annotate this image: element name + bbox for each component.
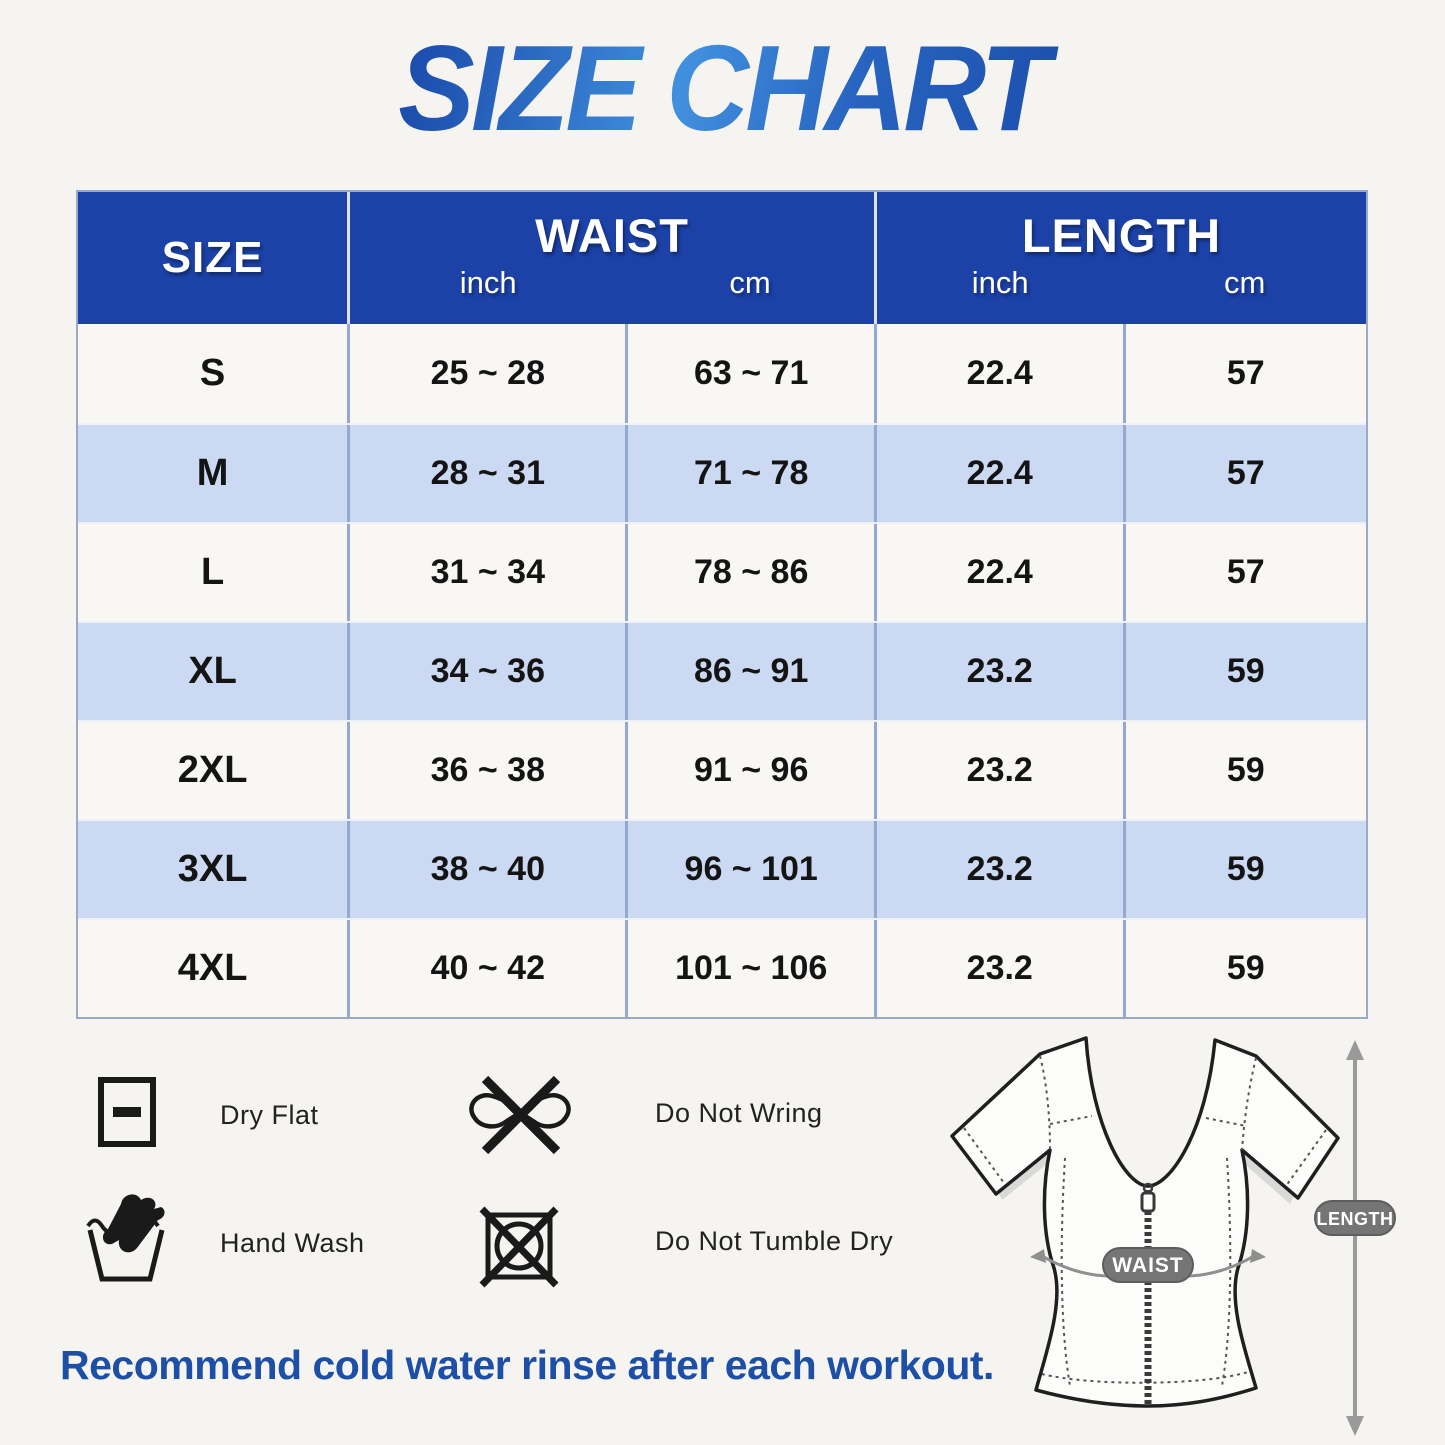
cell-length-cm: 57 xyxy=(1123,524,1366,621)
cell-length-cm: 59 xyxy=(1123,722,1366,819)
cell-size: S xyxy=(199,352,226,394)
waist-pill xyxy=(1103,1248,1193,1282)
cell-size: L xyxy=(200,551,225,593)
cell-waist-inch: 31 ~ 34 xyxy=(347,524,625,621)
table-row-2xl xyxy=(78,720,1366,819)
header-length-label: LENGTH xyxy=(1021,209,1222,262)
length-pill-label: LENGTH xyxy=(1316,1209,1394,1229)
header-length-inch: inch xyxy=(971,265,1029,300)
cell-length-inch: 23.2 xyxy=(874,623,1123,720)
header-length-group xyxy=(874,192,1366,324)
table-row-l xyxy=(78,522,1366,621)
cell-waist-cm: 96 ~ 101 xyxy=(625,821,874,918)
cell-length-cm: 59 xyxy=(1123,623,1366,720)
cell-waist-inch: 34 ~ 36 xyxy=(347,623,625,720)
care-label-do-not-wring: Do Not Wring xyxy=(655,1098,823,1128)
cell-waist-cm: 86 ~ 91 xyxy=(625,623,874,720)
length-arrow xyxy=(1346,1040,1364,1436)
hand-wash-icon xyxy=(85,1190,167,1284)
cell-waist-inch: 25 ~ 28 xyxy=(347,324,625,423)
cell-size: 4XL xyxy=(177,947,248,989)
cell-waist-cm: 101 ~ 106 xyxy=(625,920,874,1017)
cell-length-inch: 22.4 xyxy=(874,524,1123,621)
dry-flat-icon xyxy=(97,1076,157,1148)
cell-waist-cm: 91 ~ 96 xyxy=(625,722,874,819)
cell-size: M xyxy=(196,452,229,494)
care-label-dry-flat: Dry Flat xyxy=(220,1100,319,1130)
table-header xyxy=(78,192,1366,324)
cell-size: 2XL xyxy=(177,749,248,791)
table-row-m xyxy=(78,423,1366,522)
cell-length-cm: 59 xyxy=(1123,821,1366,918)
length-pill xyxy=(1315,1201,1395,1235)
header-length-units xyxy=(877,265,1366,301)
garment-diagram xyxy=(930,1018,1440,1443)
cell-waist-inch: 36 ~ 38 xyxy=(347,722,625,819)
page-title: SIZE CHART xyxy=(43,18,1401,158)
cell-length-inch: 23.2 xyxy=(874,920,1123,1017)
header-waist-label: WAIST xyxy=(535,209,689,262)
care-label-hand-wash: Hand Wash xyxy=(220,1228,365,1258)
table-row-xl xyxy=(78,621,1366,720)
cell-length-inch: 22.4 xyxy=(874,425,1123,522)
footer-note: Recommend cold water rinse after each workout. xyxy=(60,1342,994,1388)
cell-length-inch: 23.2 xyxy=(874,821,1123,918)
table-row-4xl xyxy=(78,918,1366,1017)
cell-waist-inch: 38 ~ 40 xyxy=(347,821,625,918)
table-row-3xl xyxy=(78,819,1366,918)
cell-waist-inch: 28 ~ 31 xyxy=(347,425,625,522)
header-waist-group xyxy=(347,192,874,324)
header-waist-units xyxy=(350,265,874,301)
cell-waist-inch: 40 ~ 42 xyxy=(347,920,625,1017)
table-row-s xyxy=(78,324,1366,423)
header-waist-inch: inch xyxy=(459,265,517,300)
do-not-tumble-dry-icon xyxy=(479,1203,559,1289)
care-label-do-not-tumble-dry: Do Not Tumble Dry xyxy=(655,1226,894,1256)
cell-waist-cm: 78 ~ 86 xyxy=(625,524,874,621)
do-not-wring-icon xyxy=(463,1072,577,1158)
cell-length-cm: 57 xyxy=(1123,425,1366,522)
cell-length-inch: 22.4 xyxy=(874,324,1123,423)
cell-waist-cm: 71 ~ 78 xyxy=(625,425,874,522)
header-size: SIZE xyxy=(161,233,264,282)
header-length-cm: cm xyxy=(1224,265,1266,300)
header-waist-cm: cm xyxy=(729,265,771,300)
cell-length-cm: 57 xyxy=(1123,324,1366,423)
size-chart-table xyxy=(76,190,1368,1019)
cell-size: 3XL xyxy=(177,848,248,890)
table-body xyxy=(78,324,1366,1017)
cell-length-cm: 59 xyxy=(1123,920,1366,1017)
waist-pill-label: WAIST xyxy=(1112,1254,1184,1277)
cell-size: XL xyxy=(188,650,237,692)
cell-waist-cm: 63 ~ 71 xyxy=(625,324,874,423)
cell-length-inch: 23.2 xyxy=(874,722,1123,819)
